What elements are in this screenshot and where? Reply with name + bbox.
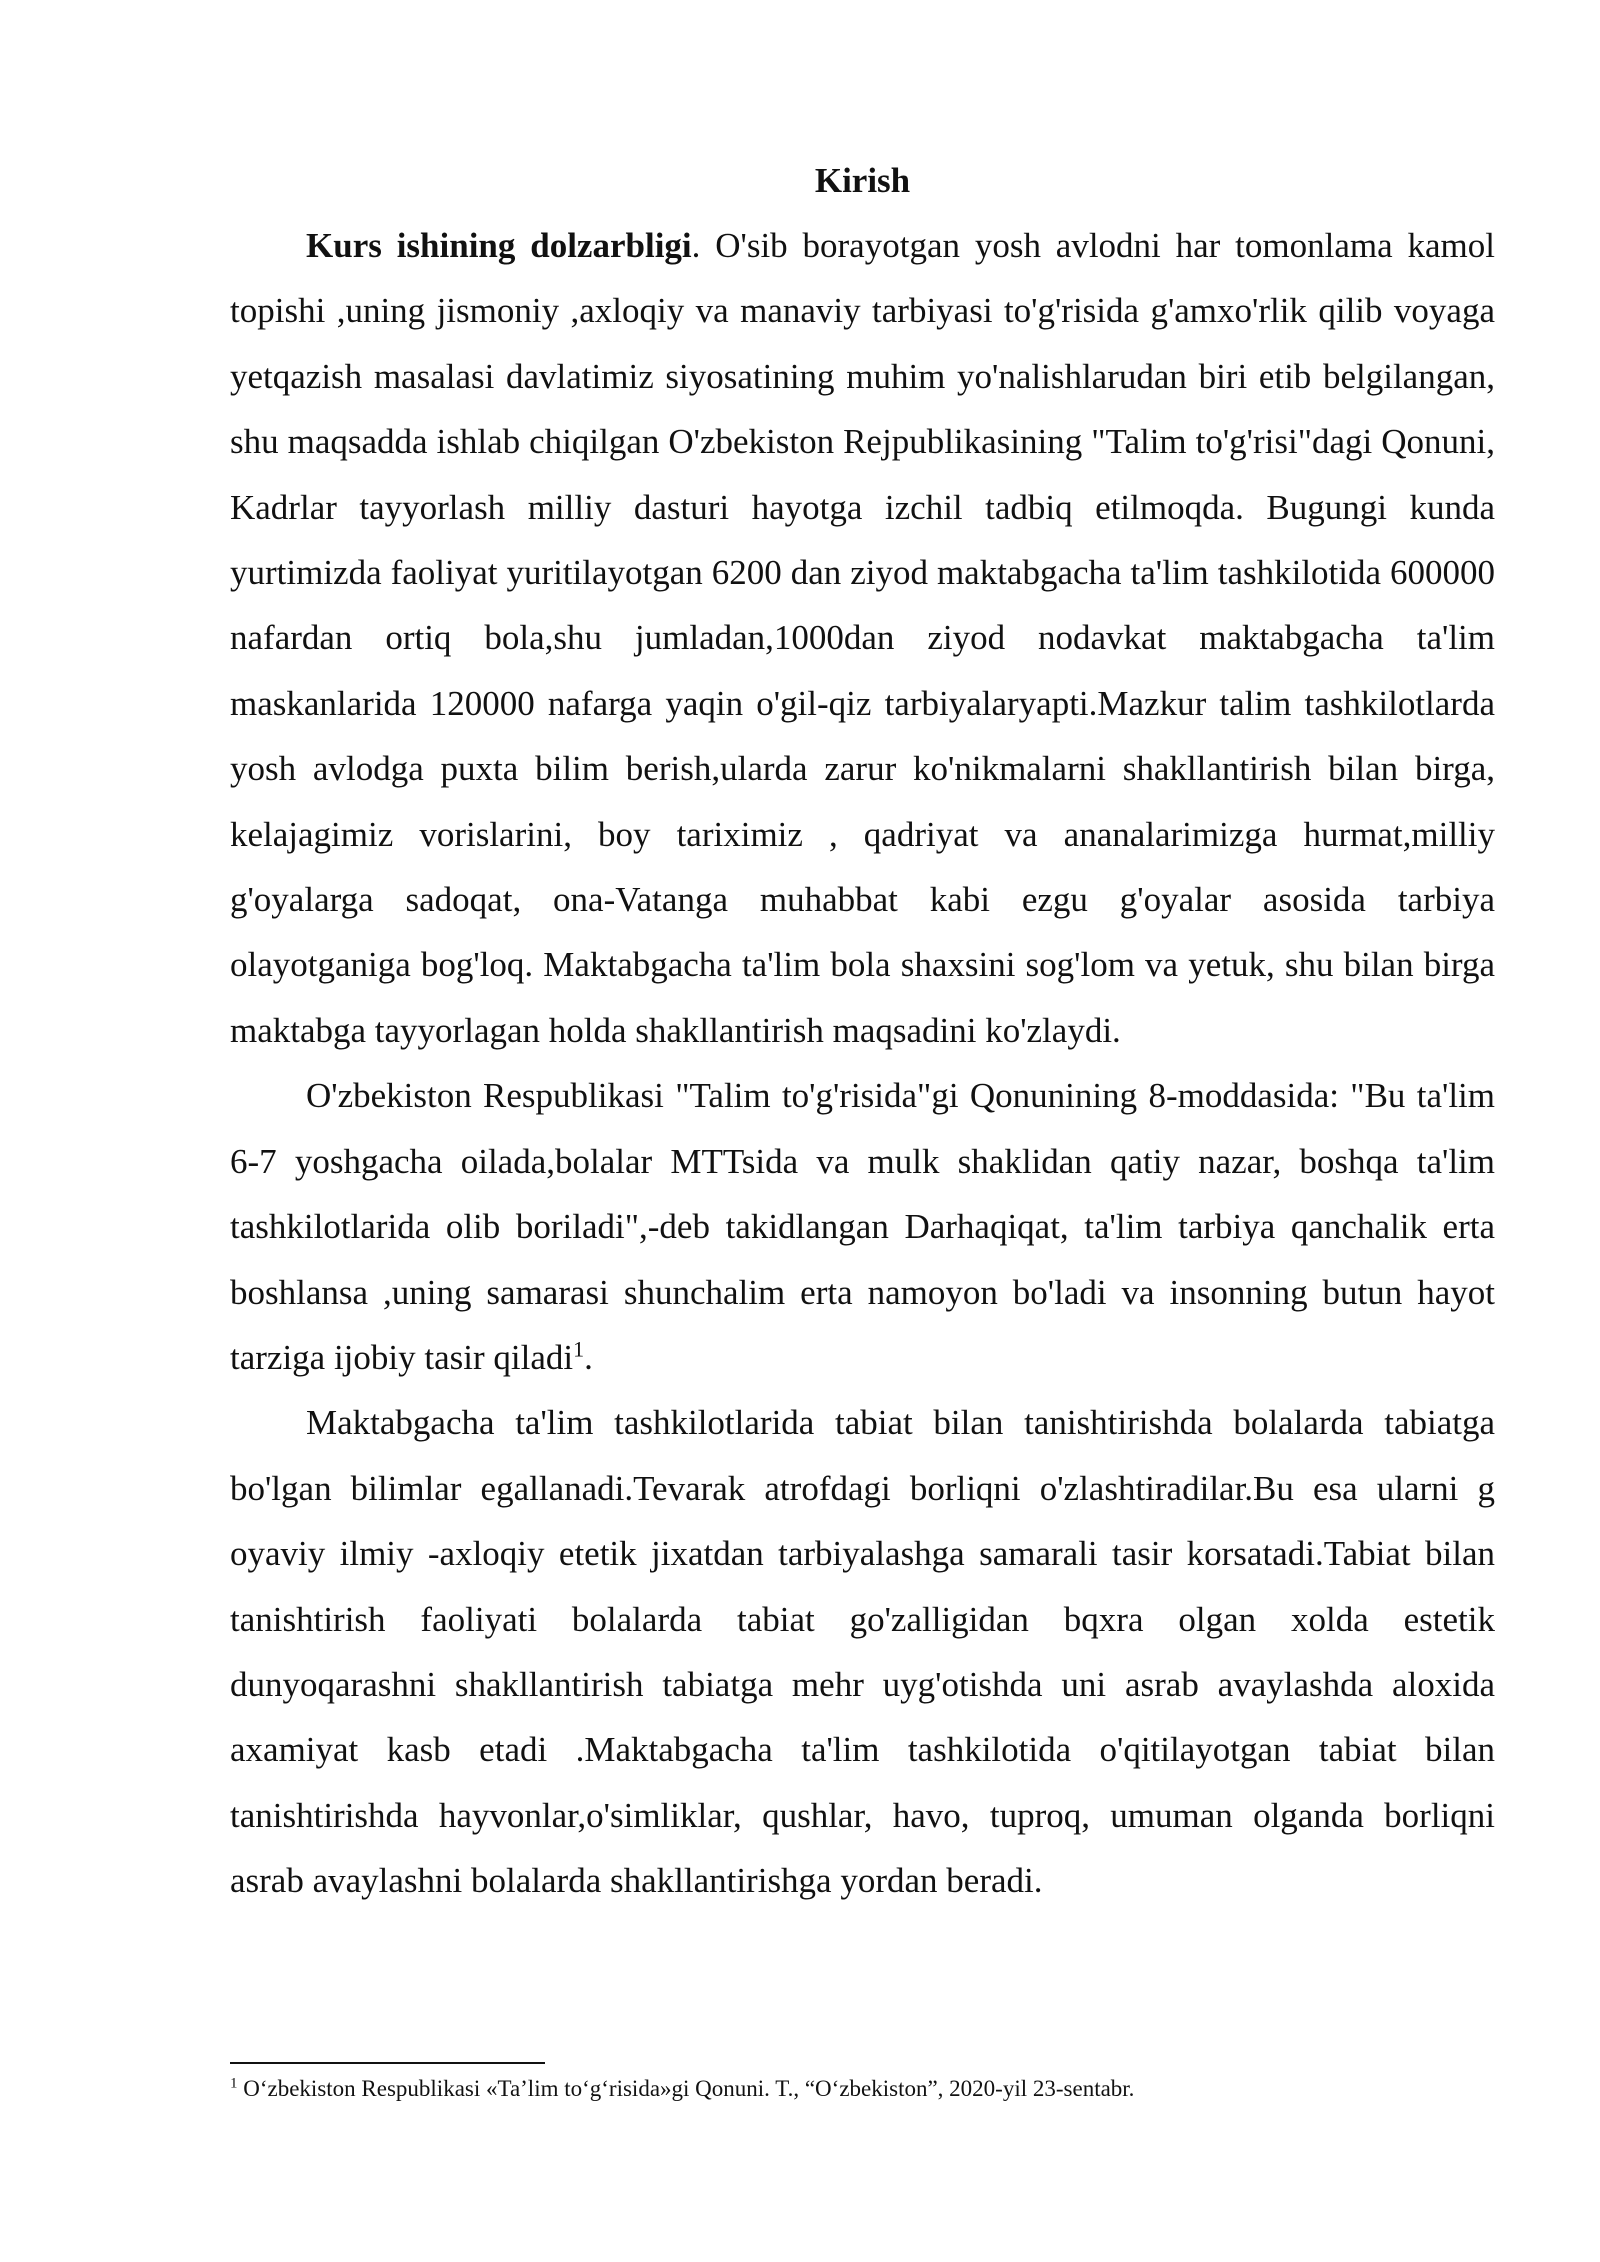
paragraph-text: . O'sib borayotgan yosh avlodni har tomonlama kamol topishi ,uning jismoniy ,axloqiy va manaviy tarbiyasi to'g'risida g'amxo'rlik qilib voyaga yetqazish masalasi davlatimiz siyosatining muhim yo'nalishlarudan biri etib belgilangan, shu maqsadda ishlab chiqilgan O'zbekiston Rejpublikasining "Talim to'g'risi"dagi Qonuni, Kadrlar tayyorlash milliy dasturi hayotga izchil tadbiq etilmoqda. Bugungi kunda yurtimizda faoliyat yuritilayotgan 6200 dan ziyod maktabgacha ta'lim tashkilotida 600000 nafardan ortiq bola,shu jumladan,1000dan ziyod nodavkat maktabgacha ta'lim maskanlarida 120000 nafarga yaqin o'gil-qiz tarbiyalaryapti.Mazkur talim tashkilotlarda yosh avlodga puxta bilim berish,ularda zarur ko'nikmalarni shakllantirish bilan birga, kelajagimiz vorislarini, boy tariximiz , qadriyat va ananalarimizga hurmat,milliy g'oyalarga sadoqat, ona-Vatanga muhabbat kabi ezgu g'oyalar asosida tarbiya olayotganiga bog'loq. Maktabgacha ta'lim bola shaxsini sog'lom va yetuk, shu bilan birga maktabga tayyorlagan holda shakllantirish maqsadini ko'zlaydi. [230,226,1495,1050]
footnote-marker: 1 [230,2075,238,2092]
paragraph-law [230,1063,1495,1390]
paragraph-text: Maktabgacha ta'lim tashkilotlarida tabiat bilan tanishtirishda bolalarda tabiatga bo'lgan bilimlar egallanadi.Tevarak atrofdagi borliqni o'zlashtiradilar.Bu esa ularni g oyaviy ilmiy -axloqiy etetik jixatdan tarbiyalashga samarali tasir korsatadi.Tabiat bilan tanishtirish faoliyati bolalarda tabiat go'zalligidan bqxra olgan xolda estetik dunyoqarashni shakllantirish tabiatga mehr uyg'otishda uni asrab avaylashda aloxida axamiyat kasb etadi .Maktabgacha ta'lim tashkilotida o'qitilayotgan tabiat bilan tanishtirishda hayvonlar,o'simliklar, qushlar, havo, tuproq, umuman olganda borliqni asrab avaylashni bolalarda shakllantirishga yordan beradi. [230,1403,1495,1901]
footnote-reference[interactable]: 1 [573,1336,585,1362]
footnote-text: O‘zbekiston Respublikasi «Ta’lim to‘g‘risida»gi Qonuni. T., “O‘zbekiston”, 2020-yil 23-sentabr. [237,2076,1135,2101]
paragraph-relevance [230,213,1495,1063]
footnote [230,2074,1495,2104]
paragraph-lead: Kurs ishining dolzarbligi [306,226,692,265]
document-body [230,148,1495,1914]
page-title: Kirish [814,161,911,200]
footnote-divider [230,2062,545,2064]
paragraph-text: O'zbekiston Respublikasi "Talim to'g'risida"gi Qonunining 8-moddasida: "Bu ta'lim 6-7 yoshgacha oilada,bolalar MTTsida va mulk shaklidan qatiy nazar, boshqa ta'lim tashkilotlarida olib boriladi",-deb takidlangan Darhaqiqat, ta'lim tarbiya qanchalik erta boshlansa ,uning samarasi shunchalim erta namoyon bo'ladi va insonning butun hayot tarziga ijobiy tasir qiladi [230,1076,1495,1377]
footnote-area [230,2062,1495,2104]
paragraph-nature [230,1390,1495,1913]
paragraph-tail: . [584,1337,593,1377]
